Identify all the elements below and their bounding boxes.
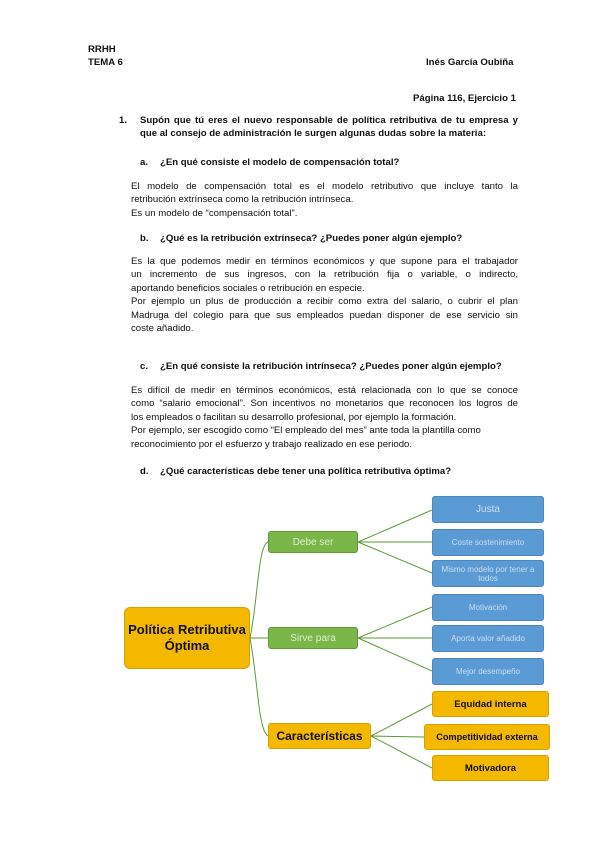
leaf-mismo-modelo xyxy=(432,560,544,587)
leaf-label: Motivadora xyxy=(464,762,517,774)
answer-line: coste añadido. xyxy=(131,323,194,335)
leaf-label: Motivación xyxy=(468,603,508,612)
connector-caracteristicas-leaf-1 xyxy=(371,704,432,736)
connector-sirve-para-leaf-1 xyxy=(358,607,432,638)
question-1-line-1: Supón que tú eres el nuevo responsable de política retributiva de tu empresa y xyxy=(140,115,518,126)
leaf-label: Mismo modelo por tener a todos xyxy=(441,564,535,583)
leaf-label: Mejor desempeño xyxy=(455,667,521,676)
leaf-justa xyxy=(432,496,544,523)
section-a-label: a. xyxy=(140,157,149,168)
answer-line: reconocimiento por el esfuerzo y trabajo realizado en ese periodo. xyxy=(131,438,413,450)
section-b-label: b. xyxy=(140,233,149,244)
answer-line: Es la que podemos medir en términos económicos y que supone para el trabajador xyxy=(131,256,518,267)
answer-line: un incremento de sus ingresos, con la retribución fija o variable, o indirecto, xyxy=(131,269,518,281)
section-c-question: ¿En qué consiste la retribución intrínseca? ¿Puedes poner algún ejemplo? xyxy=(160,361,502,372)
answer-line: Por ejemplo un plus de producción a recibir como extra del salario, o cubrir el plan xyxy=(131,296,518,308)
answer-line: Es un modelo de “compensación total”. xyxy=(131,207,298,219)
unit-label: TEMA 6 xyxy=(88,57,123,68)
branch-caracteristicas xyxy=(268,723,371,749)
subject-label: RRHH xyxy=(88,44,116,55)
answer-line: aportando beneficios sociales o retribución en especie. xyxy=(131,282,365,294)
connector-debe-ser-leaf-3 xyxy=(358,542,432,573)
leaf-equidad-interna xyxy=(432,691,549,717)
leaf-motivadora xyxy=(432,755,549,781)
branch-sirve-para xyxy=(268,627,358,649)
connector-caracteristicas-leaf-2 xyxy=(371,736,424,737)
leaf-aporta-valor xyxy=(432,625,544,652)
leaf-label: Competitividad externa xyxy=(436,732,538,742)
connector-root-caracteristicas xyxy=(250,638,268,736)
leaf-motivacion xyxy=(432,594,544,621)
answer-line: Por ejemplo, ser escogido como “El empleado del mes” ante toda la plantilla como xyxy=(131,425,481,437)
section-d-label: d. xyxy=(140,466,149,477)
branch-debe-ser xyxy=(268,531,358,553)
section-c-label: c. xyxy=(140,361,149,372)
connector-sirve-para-leaf-3 xyxy=(358,638,432,671)
leaf-label: Equidad interna xyxy=(454,698,527,710)
connector-caracteristicas-leaf-3 xyxy=(371,736,432,768)
leaf-label: Justa xyxy=(476,504,500,515)
leaf-coste-sostenimiento xyxy=(432,529,544,556)
branch-caracteristicas-label: Características xyxy=(276,729,363,743)
leaf-label: Aporta valor añadido xyxy=(451,634,525,643)
answer-line: como “salario emocional”. Son incentivos no monetarios que reconocen los logros de xyxy=(131,398,518,410)
connector-debe-ser-leaf-1 xyxy=(358,510,432,542)
answer-line: los empleados o facilitan su desarrollo profesional, por ejemplo la formación. xyxy=(131,411,457,423)
section-b-question: ¿Qué es la retribución extrínseca? ¿Puedes poner algún ejemplo? xyxy=(160,233,463,244)
question-number: 1. xyxy=(119,115,128,126)
section-a-question: ¿En qué consiste el modelo de compensación total? xyxy=(160,157,400,168)
answer-line: El modelo de compensación total es el modelo retributivo que incluye tanto la xyxy=(131,181,518,192)
answer-line: Madruga del colegio para que sus empleados puedan disponer de ese servicio sin xyxy=(131,309,518,321)
branch-sirve-para-label: Sirve para xyxy=(290,632,336,644)
leaf-label: Coste sostenimiento xyxy=(451,538,525,547)
diagram-root-label: Política Retributiva Óptima xyxy=(128,622,246,653)
branch-debe-ser-label: Debe ser xyxy=(292,536,334,548)
page-reference: Página 116, Ejercicio 1 xyxy=(413,93,516,104)
answer-line: retribución extrínseca como la retribución intrínseca. xyxy=(131,194,354,206)
section-d-question: ¿Qué características debe tener una política retributiva óptima? xyxy=(160,466,452,477)
leaf-competitividad-externa xyxy=(424,724,550,750)
leaf-mejor-desempeno xyxy=(432,658,544,685)
answer-line: Es difícil de medir en términos económicos, está relacionada con lo que se conoce xyxy=(131,385,518,396)
diagram-root xyxy=(124,607,250,669)
question-1-line-2: que al consejo de administración le surgen algunas dudas sobre la materia: xyxy=(140,128,487,139)
author-name: Inés García Oubiña xyxy=(426,57,514,68)
connector-root-debe-ser xyxy=(250,542,268,638)
